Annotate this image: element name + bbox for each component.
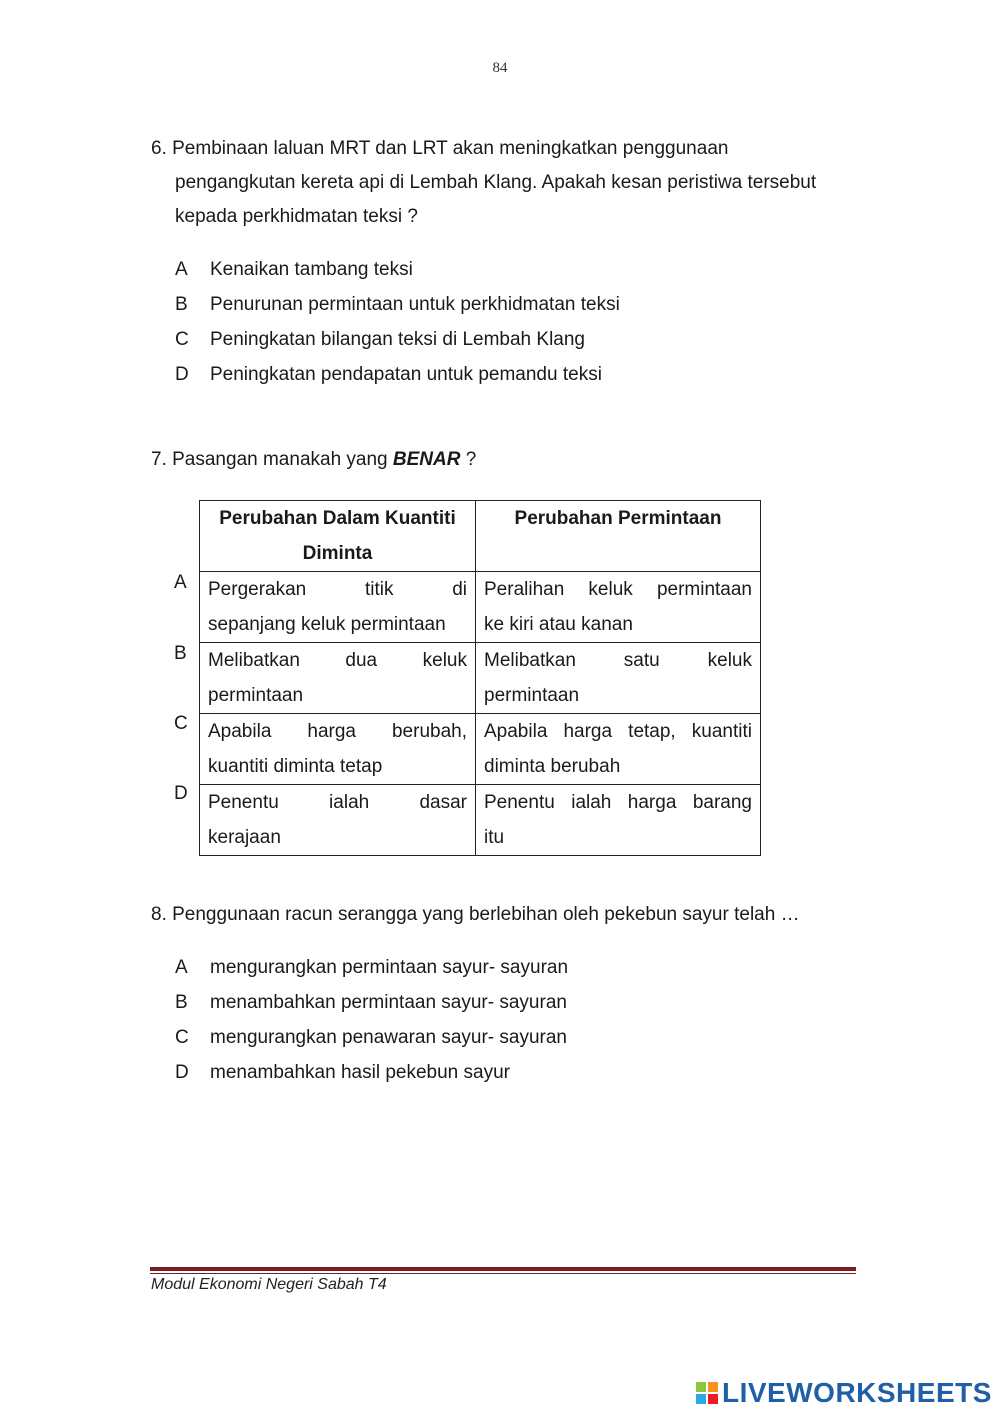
cell-line: Apabila harga berubah, <box>208 721 467 742</box>
question-6-options <box>175 252 620 392</box>
header2-text: Perubahan Permintaan <box>514 508 722 529</box>
cell-line: sepanjang keluk permintaan <box>208 614 446 635</box>
question-6-stem <box>151 132 816 234</box>
option-letter: B <box>175 294 188 315</box>
option-letter: B <box>175 992 188 1013</box>
header1-line1: Perubahan Dalam Kuantiti <box>219 508 456 529</box>
q6-line2: pengangkutan kereta api di Lembah Klang. Apakah kesan peristiwa tersebut <box>175 172 817 193</box>
row-b-col2 <box>476 643 761 714</box>
option-text: menambahkan permintaan sayur- sayuran <box>210 992 567 1013</box>
q8-option-a[interactable] <box>175 950 568 985</box>
table-row[interactable] <box>200 785 761 856</box>
cell-line: Peralihan keluk permintaan <box>484 579 752 600</box>
table-header-row <box>200 501 761 572</box>
q7-stem-prefix: 7. Pasangan manakah yang <box>151 449 393 470</box>
cell-line: Penentu ialah dasar <box>208 792 467 813</box>
liveworksheets-wordmark: LIVEWORKSHEETS <box>722 1377 992 1408</box>
q6-option-b[interactable] <box>175 287 620 322</box>
q8-stem: 8. Penggunaan racun serangga yang berlebihan oleh pekebun sayur telah … <box>151 904 800 925</box>
cell-line: kuantiti diminta tetap <box>208 756 383 777</box>
cell-line: Apabila harga tetap, kuantiti <box>484 721 752 742</box>
q6-line3: kepada perkhidmatan teksi ? <box>175 206 418 227</box>
table-row[interactable] <box>200 714 761 785</box>
option-text: mengurangkan penawaran sayur- sayuran <box>210 1027 567 1048</box>
liveworksheets-logo[interactable] <box>696 1377 992 1409</box>
liveworksheets-icon <box>696 1382 718 1404</box>
option-letter: C <box>175 1027 189 1048</box>
cell-line: permintaan <box>484 685 580 706</box>
row-b-col1 <box>200 643 476 714</box>
q6-option-a[interactable] <box>175 252 620 287</box>
option-text: Peningkatan bilangan teksi di Lembah Klang <box>210 329 585 350</box>
cell-line: diminta berubah <box>484 756 621 777</box>
logo-square-green <box>696 1382 706 1392</box>
option-text: menambahkan hasil pekebun sayur <box>210 1062 510 1083</box>
option-letter: C <box>175 329 189 350</box>
option-letter: D <box>175 1062 189 1083</box>
cell-line: kerajaan <box>208 827 281 848</box>
cell-line: itu <box>484 827 505 848</box>
cell-line: ke kiri atau kanan <box>484 614 633 635</box>
footer-module-title: Modul Ekonomi Negeri Sabah T4 <box>151 1276 387 1293</box>
option-text: Kenaikan tambang teksi <box>210 259 413 280</box>
row-letter-c: C <box>174 713 188 734</box>
question-7-stem <box>151 443 476 477</box>
row-letter-a: A <box>174 572 187 593</box>
row-c-col1 <box>200 714 476 785</box>
row-d-col1 <box>200 785 476 856</box>
q7-stem-suffix: ? <box>460 449 477 470</box>
footer-divider-thin <box>150 1273 856 1274</box>
cell-line: Pergerakan titik di <box>208 579 467 600</box>
row-letter-b: B <box>174 643 187 664</box>
cell-line: permintaan <box>208 685 304 706</box>
q8-option-d[interactable] <box>175 1055 568 1090</box>
header-change-in-demand <box>476 501 761 572</box>
page-number: 84 <box>492 60 508 76</box>
question-7-table <box>199 500 761 856</box>
question-8-stem <box>151 898 800 932</box>
row-a-col2 <box>476 572 761 643</box>
header1-line2: Diminta <box>302 543 373 564</box>
cell-line: Penentu ialah harga barang <box>484 792 752 813</box>
table-row[interactable] <box>200 643 761 714</box>
logo-square-orange <box>708 1382 718 1392</box>
header-quantity-demanded <box>200 501 476 572</box>
footer-divider <box>150 1267 856 1271</box>
q6-line1: 6. Pembinaan laluan MRT dan LRT akan meningkatkan penggunaan <box>151 138 729 159</box>
question-8-options <box>175 950 568 1090</box>
cell-line: Melibatkan satu keluk <box>484 650 752 671</box>
option-letter: D <box>175 364 189 385</box>
q6-option-d[interactable] <box>175 357 620 392</box>
logo-square-red <box>708 1394 718 1404</box>
q8-option-c[interactable] <box>175 1020 568 1055</box>
logo-square-blue <box>696 1394 706 1404</box>
row-d-col2 <box>476 785 761 856</box>
option-text: Peningkatan pendapatan untuk pemandu teksi <box>210 364 602 385</box>
table-row[interactable] <box>200 572 761 643</box>
q6-option-c[interactable] <box>175 322 620 357</box>
q7-stem-emphasis: BENAR <box>392 449 461 470</box>
option-letter: A <box>175 259 188 280</box>
option-text: mengurangkan permintaan sayur- sayuran <box>210 957 569 978</box>
row-letter-d: D <box>174 783 188 804</box>
cell-line: Melibatkan dua keluk <box>208 650 467 671</box>
row-c-col2 <box>476 714 761 785</box>
row-a-col1 <box>200 572 476 643</box>
option-text: Penurunan permintaan untuk perkhidmatan teksi <box>210 294 620 315</box>
q8-option-b[interactable] <box>175 985 568 1020</box>
option-letter: A <box>175 957 188 978</box>
